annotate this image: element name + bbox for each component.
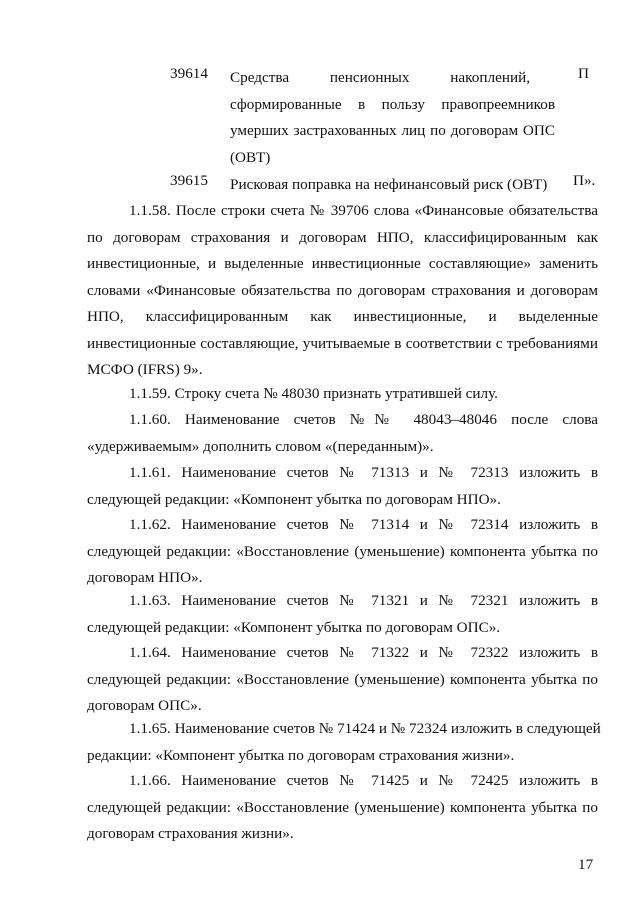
paragraph-line: 1.1.60. Наименование счетов №№ 48043–48046 после слова: [129, 411, 598, 428]
paragraph-line: 1.1.58. После строки счета № 39706 слова «Финансовые обязательства: [129, 202, 598, 219]
paragraph-1-1-62: [87, 512, 598, 592]
paragraph-line: 1.1.61. Наименование счетов № 71313 и № 72313 изложить в: [129, 464, 598, 481]
paragraph-line: редакции: «Компонент убытка по договорам страхования жизни».: [87, 746, 515, 764]
paragraph-1-1-66: [87, 768, 598, 848]
paragraph-line: 1.1.59. Строку счета № 48030 признать утратившей силу.: [129, 385, 498, 402]
paragraph-line: следующей редакции: «Восстановление (уменьшение) компонента убытка по: [87, 542, 598, 560]
paragraph-line: договорам страхования жизни».: [87, 825, 294, 842]
paragraph-line: инвестиционные, и выделенные инвестиционные составляющие» заменить: [87, 255, 598, 272]
paragraph-line: следующей редакции: «Восстановление (уменьшение) компонента убытка по: [87, 670, 598, 688]
paragraph-line: договорам ОПС».: [87, 697, 202, 714]
paragraph-1-1-58: [87, 198, 598, 384]
paragraph-line: следующей редакции: «Компонент убытка по договорам НПО».: [87, 490, 501, 508]
paragraph-1-1-59: [87, 381, 598, 408]
paragraph-line: следующей редакции: «Восстановление (уменьшение) компонента убытка по: [87, 798, 598, 816]
paragraph-1-1-64: [87, 640, 598, 720]
paragraph-line: 1.1.62. Наименование счетов № 71314 и № 72314 изложить в: [129, 516, 598, 533]
account-type-mark: П: [578, 65, 589, 82]
page-number: 17: [578, 856, 594, 873]
account-description-line: Средства пенсионных накоплений,: [230, 69, 530, 86]
account-description-line: сформированные в пользу правопреемников: [230, 95, 555, 113]
paragraph-line: НПО, классифицированным как инвестиционные, и выделенные: [87, 308, 598, 325]
paragraph-line: 1.1.63. Наименование счетов № 71321 и № 72321 изложить в: [129, 592, 598, 609]
account-description-cont: [230, 92, 555, 172]
paragraph-line: 1.1.64. Наименование счетов № 71322 и № 72322 изложить в: [129, 644, 598, 661]
paragraph-line: МСФО (IFRS) 9».: [87, 361, 203, 378]
paragraph-line: «удерживаемым» дополнить словом «(переданным)».: [87, 437, 434, 455]
paragraph-line: инвестиционные составляющие, учитываемые в соответствии с требованиями: [87, 334, 598, 352]
account-description-line: Рисковая поправка на нефинансовый риск (ОВТ): [230, 176, 548, 193]
paragraph-1-1-63: [87, 588, 598, 641]
account-code: 39614: [170, 65, 208, 82]
paragraph-1-1-60: [87, 407, 598, 460]
account-description-line: умерших застрахованных лиц по договорам ОПС: [230, 122, 555, 139]
paragraph-line: по договорам страхования и договорам НПО, классифицированным как: [87, 228, 598, 246]
paragraph-1-1-61: [87, 460, 598, 513]
paragraph-line: словами «Финансовые обязательства по договорам страхования и договорам: [87, 281, 598, 299]
account-description: [230, 65, 530, 92]
account-type-mark: П».: [573, 172, 596, 189]
paragraph-1-1-65: [87, 716, 601, 769]
paragraph-line: следующей редакции: «Компонент убытка по договорам ОПС».: [87, 618, 501, 636]
account-code: 39615: [170, 172, 208, 189]
paragraph-line: 1.1.66. Наименование счетов № 71425 и № 72425 изложить в: [129, 772, 598, 789]
paragraph-line: договорам НПО».: [87, 569, 203, 586]
paragraph-line: 1.1.65. Наименование счетов № 71424 и № 72324 изложить в следующей: [129, 720, 601, 737]
account-description-line: (ОВТ): [230, 148, 271, 166]
account-description: [230, 172, 550, 199]
